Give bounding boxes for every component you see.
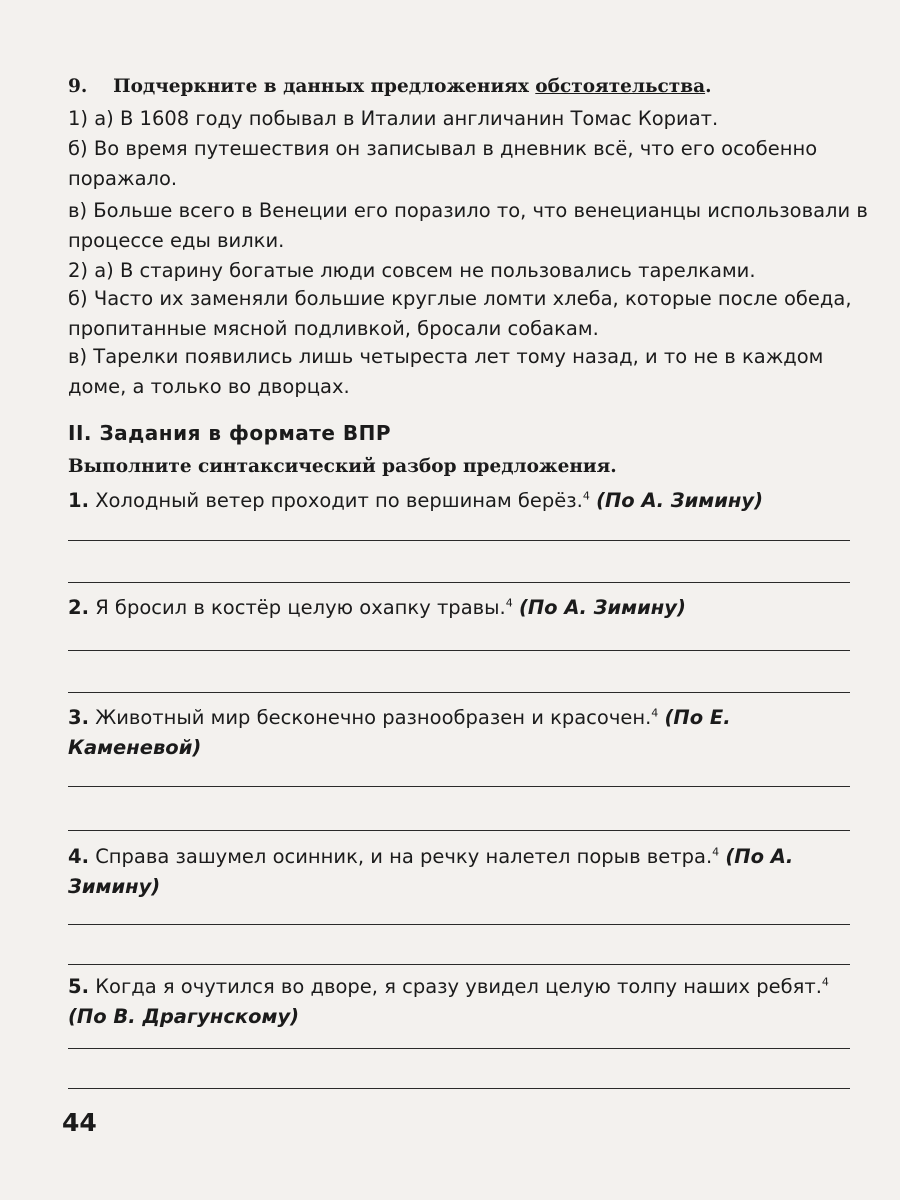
sentence: б) Во время путешествия он записывал в дневник всё, что его особенно поражало.: [68, 137, 818, 190]
answer-line[interactable]: [68, 692, 850, 693]
task-9: [68, 72, 868, 102]
source-attribution: (По А. Зимину): [68, 845, 794, 898]
sentence: 1) а) В 1608 году побывал в Италии англичанин Томас Кориат.: [68, 107, 719, 130]
answer-line[interactable]: [68, 786, 850, 787]
answer-line[interactable]: [68, 1048, 850, 1049]
answer-line[interactable]: [68, 540, 850, 541]
task-9-item-1c: [68, 196, 868, 256]
vpr-task-1: [68, 486, 868, 516]
task-9-item-1a: [68, 104, 868, 134]
task-9-underlined-word: обстоятельства: [535, 76, 706, 97]
answer-line[interactable]: [68, 582, 850, 583]
page-number: 44: [62, 1108, 97, 1137]
vpr-task-3: [68, 703, 868, 763]
section-2-title: [68, 418, 868, 448]
task-9-period: .: [705, 76, 712, 97]
task-9-number: 9.: [68, 76, 88, 97]
task-sentence: Когда я очутился во дворе, я сразу увидел целую толпу наших ребят.: [95, 975, 822, 998]
answer-line[interactable]: [68, 830, 850, 831]
section-title: II. Задания в формате ВПР: [68, 421, 392, 445]
sentence: в) Тарелки появились лишь четыреста лет тому назад, и то не в каждом доме, а только во дворцах.: [68, 345, 824, 398]
answer-line[interactable]: [68, 1088, 850, 1089]
task-9-item-1b: [68, 134, 868, 194]
task-9-instruction: [68, 72, 868, 102]
task-9-instruction-text: Подчеркните в данных предложениях: [113, 76, 536, 97]
vpr-task-2: [68, 593, 868, 623]
source-attribution: (По А. Зимину): [596, 489, 763, 512]
task-sentence: Животный мир бесконечно разнообразен и красочен.: [95, 706, 652, 729]
source-attribution: (По В. Драгунскому): [68, 1005, 300, 1028]
vpr-task-5: [68, 972, 868, 1032]
answer-line[interactable]: [68, 924, 850, 925]
vpr-task-4: [68, 842, 868, 902]
answer-line[interactable]: [68, 650, 850, 651]
footnote-mark: 4: [505, 596, 513, 610]
sentence: 2) а) В старину богатые люди совсем не пользовались тарелками.: [68, 259, 756, 282]
task-number: 4.: [68, 845, 89, 868]
task-9-item-2b: [68, 284, 868, 344]
instruction-text: Выполните синтаксический разбор предложения.: [68, 456, 617, 477]
task-9-item-2c: [68, 342, 868, 402]
footnote-mark: 4: [651, 706, 659, 720]
task-number: 2.: [68, 596, 89, 619]
sentence: б) Часто их заменяли большие круглые ломти хлеба, которые после обеда, пропитанные мясной подливкой, бросали собакам.: [68, 287, 852, 340]
task-number: 1.: [68, 489, 89, 512]
task-9-item-2a: [68, 256, 868, 286]
task-sentence: Холодный ветер проходит по вершинам берёз.: [95, 489, 583, 512]
task-sentence: Справа зашумел осинник, и на речку налетел порыв ветра.: [95, 845, 713, 868]
source-attribution: (По А. Зимину): [518, 596, 686, 619]
section-2-instruction: [68, 452, 868, 482]
source-attribution: (По Е. Каменевой): [68, 706, 731, 759]
footnote-mark: 4: [582, 489, 590, 503]
task-number: 3.: [68, 706, 89, 729]
answer-line[interactable]: [68, 964, 850, 965]
sentence: в) Больше всего в Венеции его поразило то, что венецианцы использовали в процессе еды вилки.: [68, 199, 868, 252]
task-sentence: Я бросил в костёр целую охапку травы.: [95, 596, 506, 619]
footnote-mark: 4: [821, 975, 829, 989]
footnote-mark: 4: [712, 845, 720, 859]
task-number: 5.: [68, 975, 89, 998]
